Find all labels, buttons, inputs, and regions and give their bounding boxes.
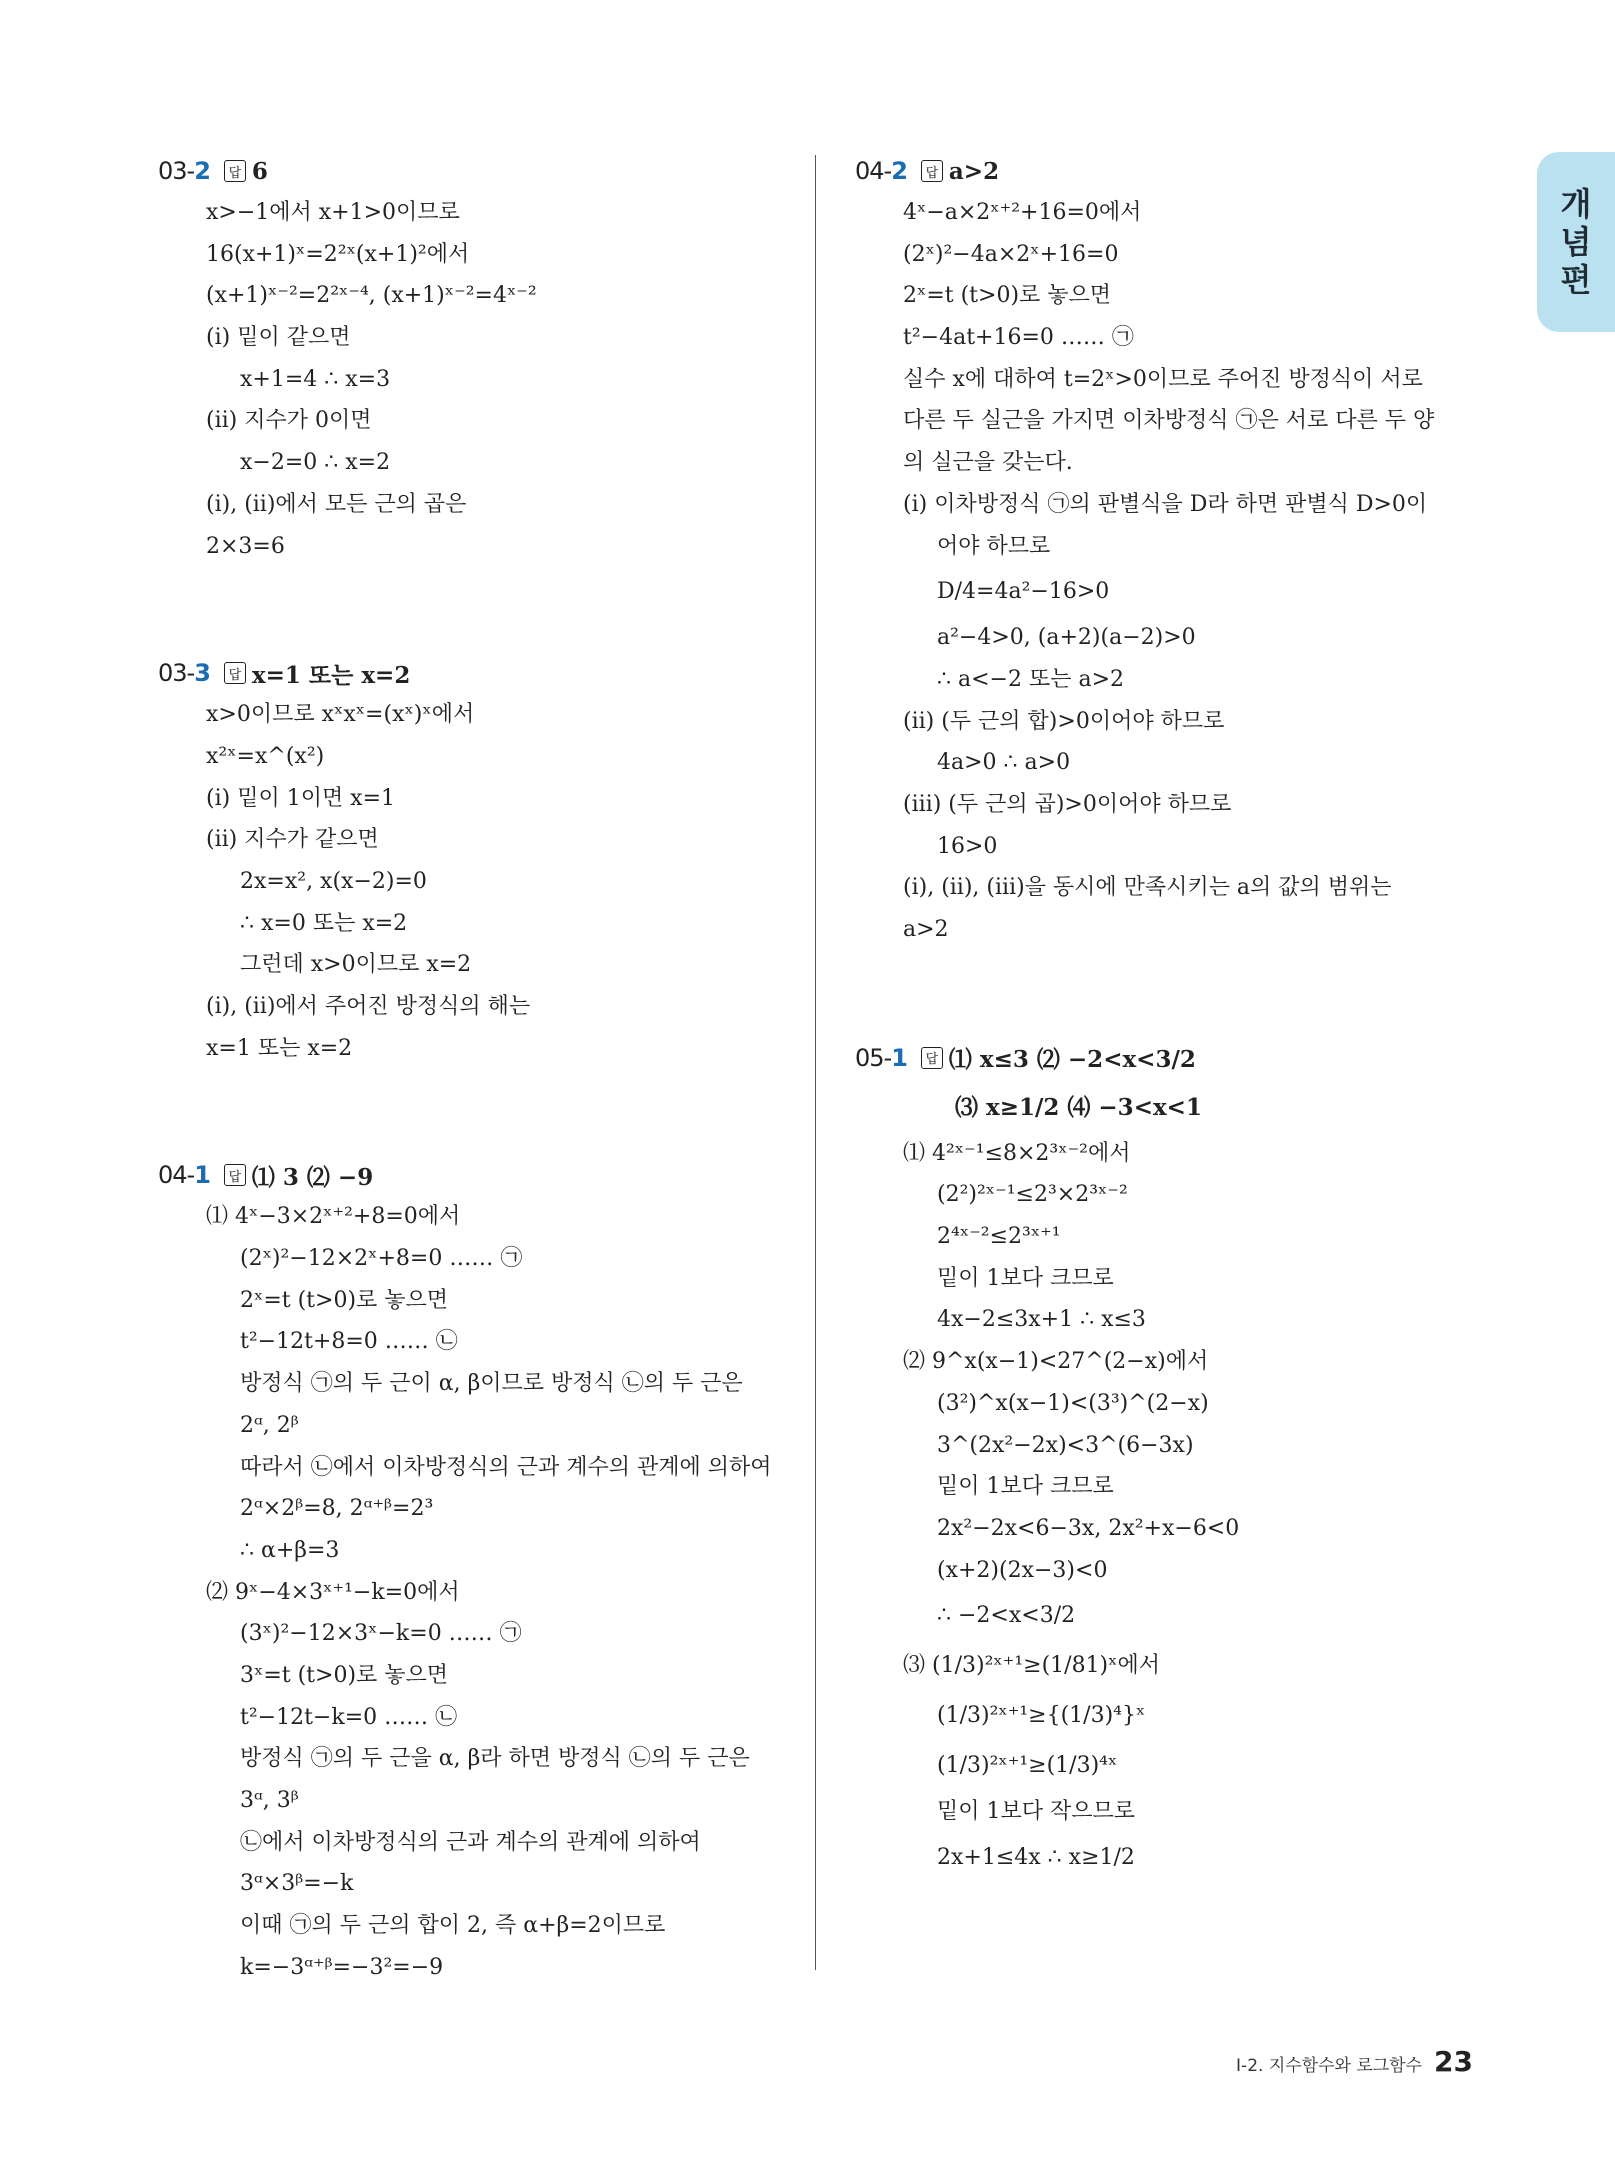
problem-header [855,150,1495,192]
solution-line: 4x−2≤3x+1 ∴ x≤3 [937,1307,1146,1333]
left-column [158,150,798,1988]
answer-text: a>2 [948,157,1000,185]
solution-line: 2ˣ=t (t>0)로 놓으면 [240,1287,449,1313]
solution-line: 3ᵅ, 3ᵝ [240,1788,299,1813]
solution-line: 실수 x에 대하여 t=2ˣ>0이므로 주어진 방정식이 서로 [903,366,1423,392]
solution-line: x>0이므로 xˣxˣ=(xˣ)ˣ에서 [206,702,475,728]
solution-line: (x+2)(2x−3)<0 [937,1557,1108,1583]
solution-line: 16(x+1)ˣ=2²ˣ(x+1)²에서 [206,241,470,267]
solution-line: 어야 하므로 [937,533,1051,559]
solution-line: (ⅰ) 밑이 1이면 x=1 [206,785,396,811]
solution-line: x²ˣ=x^(x²) [206,743,325,769]
solution-line: k=−3ᵅ⁺ᵝ=−3²=−9 [240,1954,444,1980]
solution-line: 2ᵅ×2ᵝ=8, 2ᵅ⁺ᵝ=2³ [240,1496,434,1522]
solution-line: ⑵ 9^x(x−1)<27^(2−x)에서 [903,1349,1209,1375]
solution-line: D/4=4a²−16>0 [937,579,1110,605]
solution-line: a>2 [903,917,949,942]
solution-line: 이때 ㉠의 두 근의 합이 2, 즉 α+β=2이므로 [240,1913,666,1939]
answer-text: 6 [251,157,268,185]
solution-line: 3^(2x²−2x)<3^(6−3x) [937,1432,1194,1458]
solution-line: 3ˣ=t (t>0)로 놓으면 [240,1662,449,1688]
solution-line: (ⅰ), (ⅱ), (ⅲ)을 동시에 만족시키는 a의 값의 범위는 [903,875,1392,901]
solution-line: x=1 또는 x=2 [206,1035,353,1061]
solution-line: 2⁴ˣ⁻²≤2³ˣ⁺¹ [937,1224,1061,1250]
section-tab-char-2: 념 [1560,223,1592,261]
solution-line: 의 실근을 갖는다. [903,450,1073,476]
section-tab [1537,152,1615,332]
solution-line: ⑴ 4²ˣ⁻¹≤8×2³ˣ⁻²에서 [903,1140,1131,1166]
solution-line: (ⅱ) 지수가 0이면 [206,408,372,434]
problem-number: 03-2 [158,157,210,185]
solution-line: 방정식 ㉠의 두 근을 α, β라 하면 방정식 ㉡의 두 근은 [240,1746,750,1772]
solution-line: (3ˣ)²−12×3ˣ−k=0 …… ㉠ [240,1621,522,1647]
solution-line: (3²)^x(x−1)<(3³)^(2−x) [937,1390,1209,1416]
problem-number: 04-1 [158,1161,210,1190]
solution-line: t²−4at+16=0 …… ㉠ [903,325,1134,351]
solution-line: ⑶ (1/3)²ˣ⁺¹≥(1/81)ˣ에서 [903,1653,1160,1679]
solution-line: (1/3)²ˣ⁺¹≥{(1/3)⁴}ˣ [937,1703,1146,1729]
solution-line: (ⅰ), (ⅱ)에서 모든 근의 곱은 [206,491,467,517]
solution-line: ∴ −2<x<3/2 [937,1603,1076,1629]
section-tab-char-1: 개 [1560,185,1592,223]
problem-04-2 [855,150,1495,951]
answer-badge: 답 [224,662,246,684]
section-tab-char-3: 편 [1560,261,1592,299]
problem-04-1 [158,1154,798,1988]
solution-line: 4a>0 ∴ a>0 [937,750,1071,776]
solution-line: 2x=x², x(x−2)=0 [240,868,427,894]
solution-line: (ⅰ) 이차방정식 ㉠의 판별식을 D라 하면 판별식 D>0이 [903,491,1428,517]
solution-line: ∴ a<−2 또는 a>2 [937,666,1125,692]
solution-line: 4ˣ−a×2ˣ⁺²+16=0에서 [903,200,1142,225]
solution-line: 그런데 x>0이므로 x=2 [240,952,472,978]
section-title: Ⅰ-2. 지수함수와 로그함수 [1236,2056,1423,2076]
solution-line: 3ᵅ×3ᵝ=−k [240,1871,354,1897]
column-divider [815,155,816,1970]
solution-line: 밑이 1보다 작으므로 [937,1799,1135,1825]
solution-line: (ⅱ) (두 근의 합)>0이어야 하므로 [903,708,1225,734]
solution-line: 2×3=6 [206,533,285,559]
solution-line: 다른 두 실근을 가지면 이차방정식 ㉠은 서로 다른 두 양 [903,408,1435,434]
solution-line: (2ˣ)²−4a×2ˣ+16=0 [903,241,1119,267]
problem-number: 03-3 [158,659,210,688]
answer-text: ⑴ 3 ⑵ −9 [251,1163,374,1191]
solution-line: 2x+1≤4x ∴ x≥1/2 [937,1844,1135,1870]
solution-line: x>−1에서 x+1>0이므로 [206,200,460,225]
page-number: 23 [1434,2045,1473,2078]
problem-05-1 [855,1033,1495,1883]
solution-line: ㉡에서 이차방정식의 근과 계수의 관계에 의하여 [240,1829,701,1855]
problem-03-3 [158,652,798,1069]
answer-badge: 답 [921,160,943,182]
solution-line: (ⅰ), (ⅱ)에서 주어진 방정식의 해는 [206,994,531,1019]
solution-line: x+1=4 ∴ x=3 [240,366,391,392]
problem-header [855,1033,1495,1083]
solution-line: (x+1)ˣ⁻²=2²ˣ⁻⁴, (x+1)ˣ⁻²=4ˣ⁻² [206,283,537,309]
solution-line: x−2=0 ∴ x=2 [240,450,391,476]
right-column [855,150,1495,1883]
solution-line: ⑴ 4ˣ−3×2ˣ⁺²+8=0에서 [206,1204,461,1230]
problem-number: 04-2 [855,157,907,185]
solution-line: (ⅰ) 밑이 같으면 [206,325,351,351]
solution-line: 밑이 1보다 크므로 [937,1474,1114,1500]
page-footer [1236,2045,1473,2078]
answer-text: x=1 또는 x=2 [251,661,411,689]
solution-line: (2ˣ)²−12×2ˣ+8=0 …… ㉠ [240,1246,523,1272]
solution-line: (ⅲ) (두 근의 곱)>0이어야 하므로 [903,791,1232,817]
answer-text: ⑴ x≤3 ⑵ −2<x<3/2 [948,1046,1196,1074]
solution-line: (ⅱ) 지수가 같으면 [206,827,379,853]
solution-line: t²−12t+8=0 …… ㉡ [240,1329,458,1355]
problem-header [158,150,798,192]
solution-line: t²−12t−k=0 …… ㉡ [240,1704,458,1730]
answer-badge: 답 [224,160,246,182]
solution-line: 2ᵅ, 2ᵝ [240,1412,299,1438]
solution-line: ∴ α+β=3 [240,1537,340,1563]
answer-badge: 답 [921,1047,943,1069]
solution-line: (1/3)²ˣ⁺¹≥(1/3)⁴ˣ [937,1753,1118,1779]
problem-03-2 [158,150,798,567]
solution-line: 16>0 [937,833,998,859]
solution-line: a²−4>0, (a+2)(a−2)>0 [937,625,1196,651]
answer-continuation: ⑶ x≥1/2 ⑷ −3<x<1 [955,1093,1202,1121]
solution-line: 방정식 ㉠의 두 근이 α, β이므로 방정식 ㉡의 두 근은 [240,1371,743,1397]
problem-header [158,1154,798,1196]
answer-badge: 답 [224,1164,246,1186]
solution-line: 밑이 1보다 크므로 [937,1265,1114,1291]
solution-line: ⑵ 9ˣ−4×3ˣ⁺¹−k=0에서 [206,1579,460,1605]
solution-line: 따라서 ㉡에서 이차방정식의 근과 계수의 관계에 의하여 [240,1454,772,1480]
problem-header [158,652,798,694]
solution-line: 2ˣ=t (t>0)로 놓으면 [903,283,1112,309]
solution-line: (2²)²ˣ⁻¹≤2³×2³ˣ⁻² [937,1182,1128,1208]
solution-line: 2x²−2x<6−3x, 2x²+x−6<0 [937,1515,1240,1541]
problem-number: 05-1 [855,1043,907,1072]
solution-line: ∴ x=0 또는 x=2 [240,910,408,936]
